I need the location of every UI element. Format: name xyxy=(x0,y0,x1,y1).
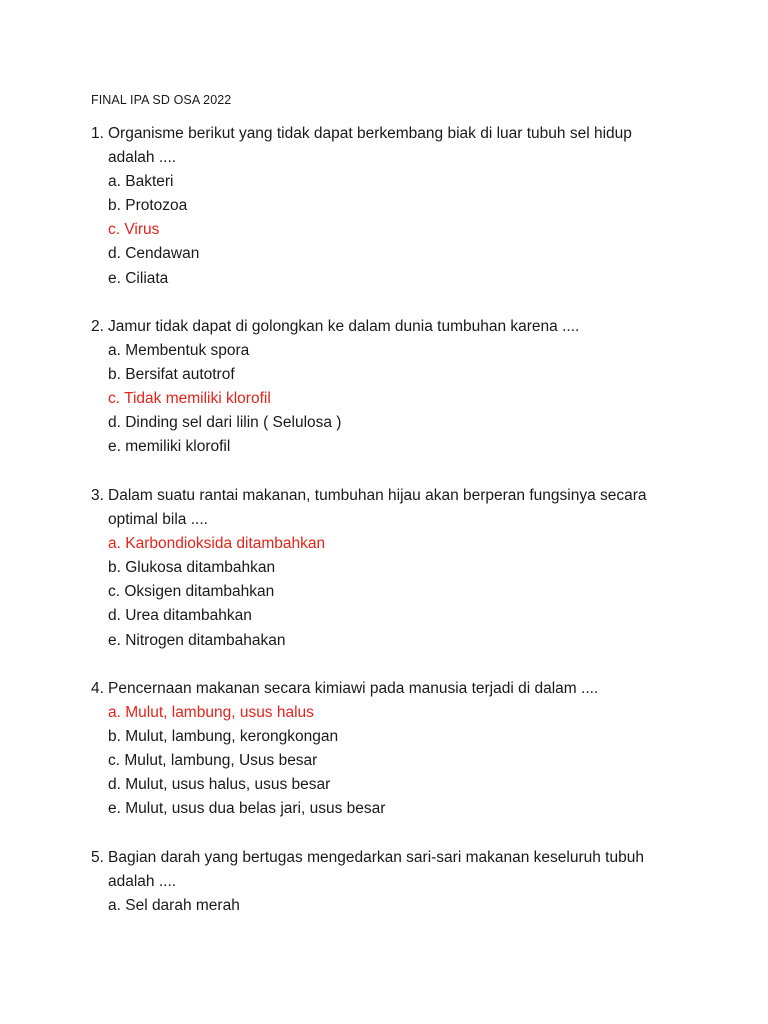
answer-option: a. Membentuk spora xyxy=(108,342,250,360)
question-number: 1. xyxy=(91,125,104,142)
answer-option: a. Sel darah merah xyxy=(108,897,240,915)
answer-option: a. Bakteri xyxy=(108,173,174,191)
answer-option: b. Mulut, lambung, kerongkongan xyxy=(108,728,339,746)
answer-option: e. memiliki klorofil xyxy=(108,438,231,456)
answer-option-correct: c. Tidak memiliki klorofil xyxy=(108,390,271,408)
question-number: 3. xyxy=(91,487,104,504)
question-stem xyxy=(91,677,731,701)
question-text-continued: optimal bila .... xyxy=(108,511,208,529)
question-text-continued: adalah .... xyxy=(108,873,177,891)
question-text: Pencernaan makanan secara kimiawi pada manusia terjadi di dalam .... xyxy=(108,680,599,697)
answer-option: e. Nitrogen ditambahakan xyxy=(108,631,286,649)
answer-option-correct: c. Virus xyxy=(108,221,160,239)
question-number: 2. xyxy=(91,318,104,335)
question-stem xyxy=(91,122,731,146)
question-4 xyxy=(91,677,731,822)
question-2 xyxy=(91,315,731,460)
answer-option: e. Ciliata xyxy=(108,269,169,287)
question-text: Bagian darah yang bertugas mengedarkan sari-sari makanan keseluruh tubuh xyxy=(108,849,644,866)
answer-option: b. Bersifat autotrof xyxy=(108,366,235,384)
question-stem xyxy=(91,484,731,508)
answer-option: b. Protozoa xyxy=(108,197,188,215)
question-text-continued: adalah .... xyxy=(108,149,177,167)
question-text: Organisme berikut yang tidak dapat berkembang biak di luar tubuh sel hidup xyxy=(108,125,632,142)
question-5 xyxy=(91,846,731,918)
question-stem xyxy=(91,846,731,870)
question-1 xyxy=(91,122,731,291)
answer-option: d. Cendawan xyxy=(108,245,200,263)
question-number: 5. xyxy=(91,849,104,866)
question-stem xyxy=(91,315,731,339)
answer-option-correct: a. Karbondioksida ditambahkan xyxy=(108,535,326,553)
answer-option: d. Mulut, usus halus, usus besar xyxy=(108,776,331,794)
answer-option-correct: a. Mulut, lambung, usus halus xyxy=(108,704,314,722)
answer-option: c. Mulut, lambung, Usus besar xyxy=(108,752,318,770)
question-text: Jamur tidak dapat di golongkan ke dalam dunia tumbuhan karena .... xyxy=(108,318,580,335)
answer-option: d. Urea ditambahkan xyxy=(108,607,252,625)
question-number: 4. xyxy=(91,680,104,697)
answer-option: b. Glukosa ditambahkan xyxy=(108,559,276,577)
question-3 xyxy=(91,484,731,653)
answer-option: d. Dinding sel dari lilin ( Selulosa ) xyxy=(108,414,342,432)
answer-option: e. Mulut, usus dua belas jari, usus besar xyxy=(108,800,386,818)
question-text: Dalam suatu rantai makanan, tumbuhan hijau akan berperan fungsinya secara xyxy=(108,487,647,504)
answer-option: c. Oksigen ditambahkan xyxy=(108,583,275,601)
document-title: FINAL IPA SD OSA 2022 xyxy=(91,93,232,107)
